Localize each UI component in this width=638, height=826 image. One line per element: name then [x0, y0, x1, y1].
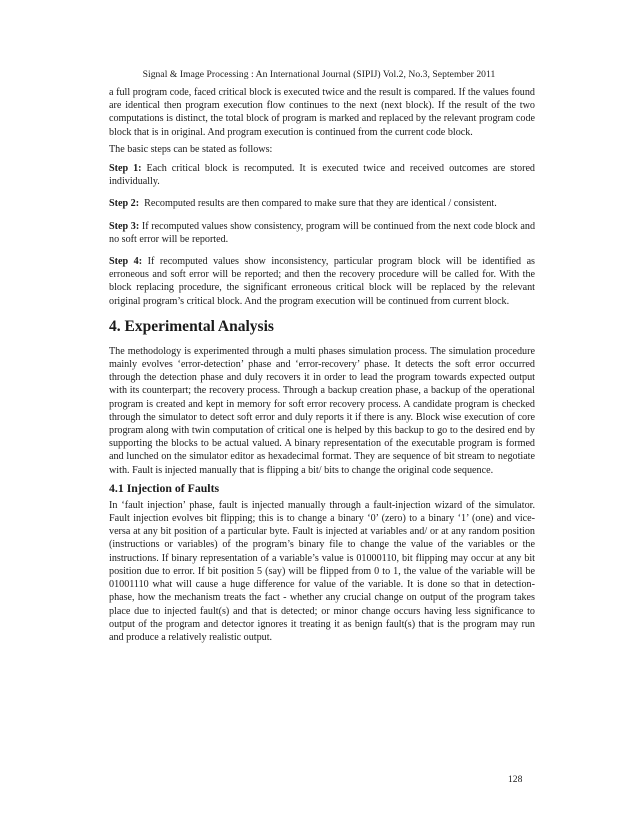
- step-4-text: If recomputed values show inconsistency, particular program block will be identified as erroneous and soft error will be reported; and then the recovery procedure will be called for. With the block replacing procedure, the significant erroneous critical block will be replaced by the relevant original program’s critical block. And the program execution will be continued from current block.: [109, 256, 535, 307]
- step-2-label: Step 2:: [109, 198, 140, 210]
- section-4-1-heading: 4.1 Injection of Faults: [109, 480, 220, 495]
- step-1-label: Step 1:: [109, 163, 142, 175]
- page-number: 128: [508, 774, 523, 785]
- step-2-text: Recomputed results are then compared to make sure that they are identical / consistent.: [139, 198, 497, 210]
- step-4: [109, 255, 535, 308]
- section-4-heading: 4. Experimental Analysis: [109, 317, 274, 335]
- step-2: [109, 197, 535, 210]
- running-header: Signal & Image Processing : An International Journal (SIPIJ) Vol.2, No.3, September 2011: [142, 69, 496, 80]
- step-3-text: If recomputed values show consistency, program will be continued from the next code block and no soft error will be reported.: [109, 220, 536, 245]
- step-3: [109, 220, 535, 246]
- step-3-label: Step 3:: [109, 220, 140, 232]
- section-4-1-paragraph: In ‘fault injection’ phase, fault is injected manually through a fault-injection wizard of the simulator. Fault injection evolves bit flipping; this is to change a binary ‘0’ (zero) to a binary ‘1’ (one) and vice-versa at any bit position of a particular byte. Fault is injected at variables and/ or at any random position (instructions or variables) of the program’s binary file to change the value of the variables or the instructions. If binary representation of a variable’s value is 01000110, bit flipping may occur at any bit position due to error. If bit position 5 (say) will be flipped from 0 to 1, the value of the variable will be 01001110 what will cause a huge difference for value of the variable. It is done so that in detection-phase, how the mechanism treats the fact - whether any crucial change on output of the program takes place due to injected fault(s) and that is detected; or minor change occurs having less significance to output of the program and detector ignores it treating it as benign fault(s) that is the program may run and produce a relatively realistic output.: [109, 499, 535, 643]
- intro-paragraph: a full program code, faced critical block is executed twice and the result is compared. If the values found are identical then program execution flow continues to the next (next block). If the result of the two computations is distinct, the total block of program is marked and replaced by the relevant program code block that is in original. And program execution is continued from the current code block.: [109, 87, 535, 138]
- step-4-label: Step 4:: [109, 256, 143, 268]
- step-1-text: Each critical block is recomputed. It is executed twice and received outcomes are stored individually.: [109, 163, 535, 188]
- basic-steps-lead: The basic steps can be stated as follows:: [109, 143, 273, 155]
- section-4-paragraph: The methodology is experimented through a multi phases simulation process. The simulation procedure mainly evolves ‘error-detection’ phase and ‘error-recovery’ phase. It detects the soft error occurred through the detection phase and duly recovers it in order to lead the program towards expected output with its counterpart; the recovery process. Through a backup creation phase, a backup of the operational program is created and kept in memory for soft error recovery process. A candidate program is checked through the simulator to detect soft error and duly reports it if there is any. Block wise execution of core program along with twin computation of critical one is helped by this backup to go to the desired end by supporting the blocks to be actual valued. A binary representation of the executable program is formed and lunched on the simulator editor as hexadecimal format. They are sequence of bit stream to negotiate with. Fault is injected manually that is flipping a bit/ bits to change the original code sequence.: [109, 345, 535, 476]
- body-column: [109, 86, 535, 648]
- step-1: [109, 162, 535, 188]
